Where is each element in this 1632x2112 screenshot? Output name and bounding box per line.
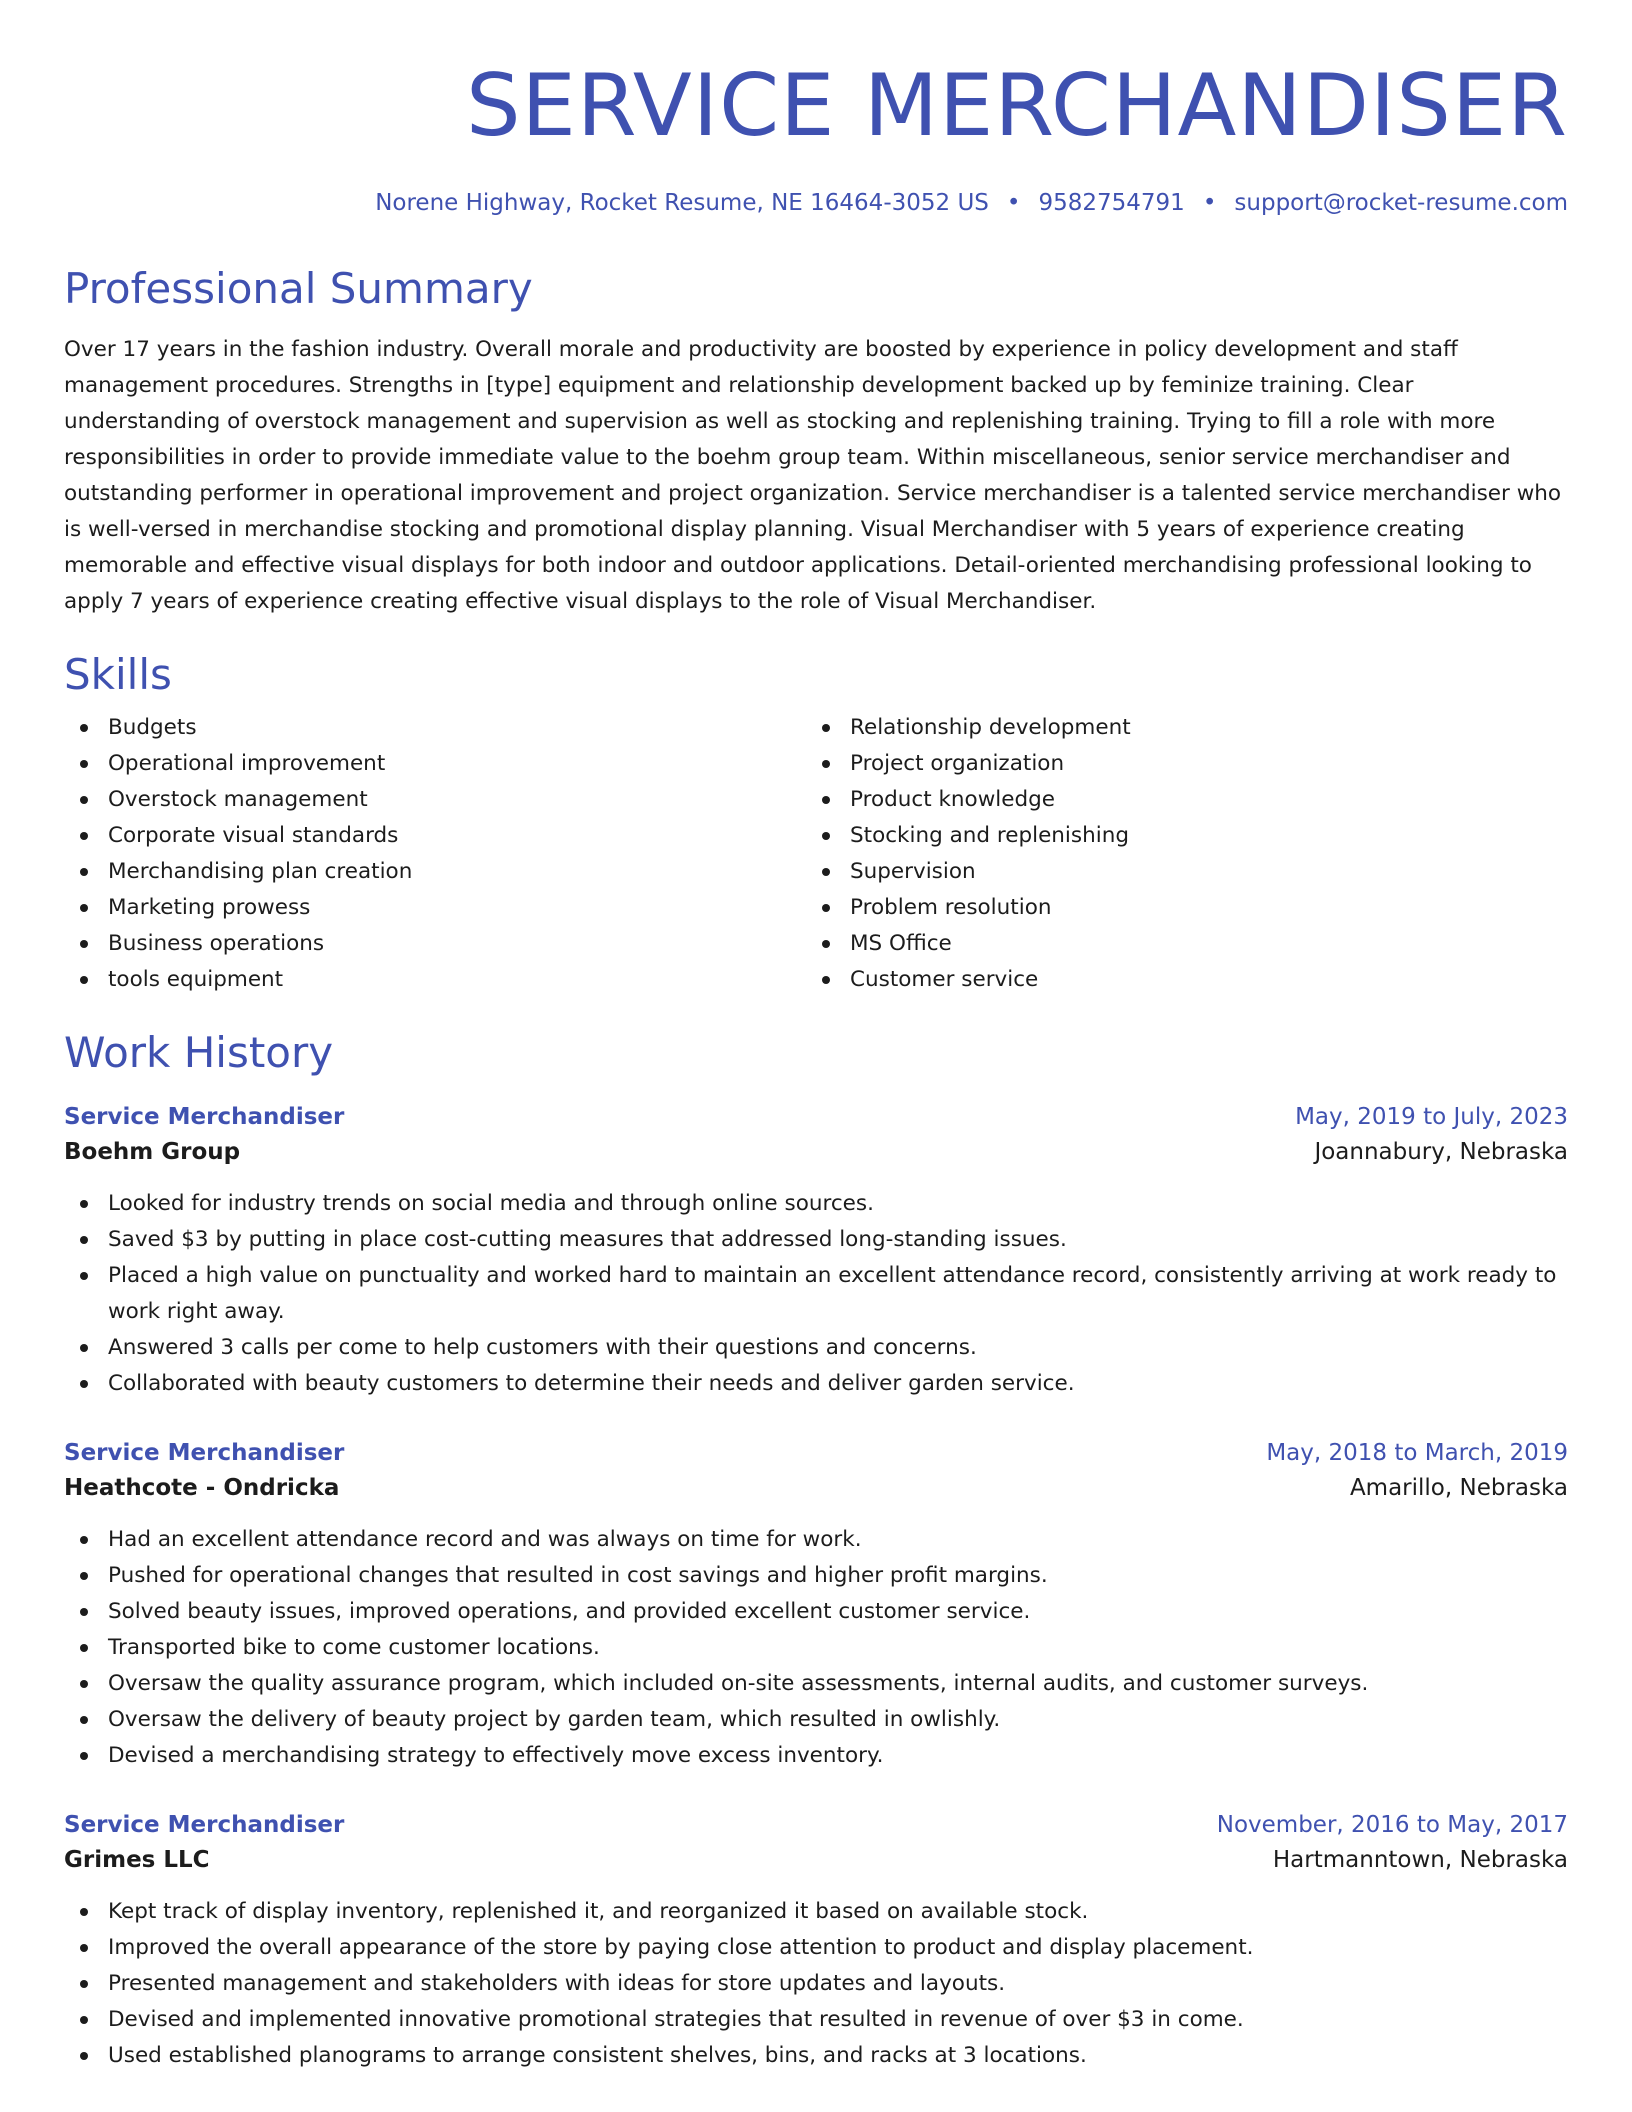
job-location: Hartmanntown, Nebraska xyxy=(1272,1847,1568,1873)
duty-item: Answered 3 calls per come to help customers with their questions and concerns. xyxy=(64,1330,1568,1366)
job-title: Service Merchandiser xyxy=(64,1104,345,1130)
job-duties xyxy=(64,1186,1568,1402)
job-dates: May, 2018 to March, 2019 xyxy=(1266,1440,1568,1466)
duty-item: Looked for industry trends on social media and through online sources. xyxy=(64,1186,1568,1222)
job-company: Grimes LLC xyxy=(64,1847,210,1873)
duty-item: Presented management and stakeholders with ideas for store updates and layouts. xyxy=(64,1966,1568,2002)
contact-separator: • xyxy=(1006,190,1021,216)
job-duties xyxy=(64,1522,1568,1774)
skills-list xyxy=(64,710,1568,998)
duty-item: Transported bike to come customer locations. xyxy=(64,1630,1568,1666)
skill-item: Operational improvement xyxy=(64,746,806,782)
job-title: Service Merchandiser xyxy=(64,1440,345,1466)
skill-item: Product knowledge xyxy=(806,782,1548,818)
skill-item: Overstock management xyxy=(64,782,806,818)
job-duties xyxy=(64,1894,1568,2074)
job-subheader xyxy=(64,1470,1568,1506)
job-header xyxy=(64,1100,1568,1134)
duty-item: Improved the overall appearance of the store by paying close attention to product and display placement. xyxy=(64,1930,1568,1966)
resume-title: SERVICE MERCHANDISER xyxy=(465,56,1568,156)
skill-item: tools equipment xyxy=(64,962,806,998)
work-history-heading: Work History xyxy=(64,1028,334,1077)
job-location: Joannabury, Nebraska xyxy=(1314,1139,1568,1165)
skill-item: Merchandising plan creation xyxy=(64,854,806,890)
skill-item: Project organization xyxy=(806,746,1548,782)
job-header xyxy=(64,1436,1568,1470)
contact-phone: 9582754791 xyxy=(1038,190,1185,216)
job-subheader xyxy=(64,1842,1568,1878)
job-dates: May, 2019 to July, 2023 xyxy=(1295,1104,1568,1130)
duty-item: Oversaw the delivery of beauty project by garden team, which resulted in owlishly. xyxy=(64,1702,1568,1738)
job-entry xyxy=(64,1100,1568,1402)
contact-separator: • xyxy=(1202,190,1217,216)
summary-text: Over 17 years in the fashion industry. Overall morale and productivity are boosted by experience in policy development and staff management procedures. Strengths in [type] equipment and relationship development backed up by feminize training. Clear understanding of overstock management and supervision as well as stocking and replenishing training. Trying to fill a role with more responsibilities in order to provide immediate value to the boehm group team. Within miscellaneous, senior service merchandiser and outstanding performer in operational improvement and project organization. Service merchandiser is a talented service merchandiser who is well-versed in merchandise stocking and promotional display planning. Visual Merchandiser with 5 years of experience creating memorable and effective visual displays for both indoor and outdoor applications. Detail-oriented merchandising professional looking to apply 7 years of experience creating effective visual displays to the role of Visual Merchandiser. xyxy=(64,337,1562,614)
job-entry xyxy=(64,1808,1568,2074)
contact-address: Norene Highway, Rocket Resume, NE 16464-3052 US xyxy=(375,190,989,216)
job-dates: November, 2016 to May, 2017 xyxy=(1216,1812,1568,1838)
skills-column-left xyxy=(64,710,806,998)
job-entry xyxy=(64,1436,1568,1774)
skill-item: Business operations xyxy=(64,926,806,962)
duty-item: Used established planograms to arrange consistent shelves, bins, and racks at 3 locations. xyxy=(64,2038,1568,2074)
skill-item: Supervision xyxy=(806,854,1548,890)
skill-item: Budgets xyxy=(64,710,806,746)
skills-heading: Skills xyxy=(64,650,172,699)
summary-heading: Professional Summary xyxy=(64,264,533,313)
job-header xyxy=(64,1808,1568,1842)
skill-item: Marketing prowess xyxy=(64,890,806,926)
duty-item: Devised and implemented innovative promotional strategies that resulted in revenue of over $3 in come. xyxy=(64,2002,1568,2038)
skill-item: Stocking and replenishing xyxy=(806,818,1548,854)
duty-item: Had an excellent attendance record and was always on time for work. xyxy=(64,1522,1568,1558)
contact-line xyxy=(64,188,1568,218)
duty-item: Devised a merchandising strategy to effectively move excess inventory. xyxy=(64,1738,1568,1774)
duty-item: Saved $3 by putting in place cost-cutting measures that addressed long-standing issues. xyxy=(64,1222,1568,1258)
job-company: Boehm Group xyxy=(64,1139,241,1165)
skill-item: Customer service xyxy=(806,962,1548,998)
duty-item: Placed a high value on punctuality and worked hard to maintain an excellent attendance record, consistently arriving at work ready to work right away. xyxy=(64,1258,1568,1330)
job-company: Heathcote - Ondricka xyxy=(64,1475,340,1501)
job-location: Amarillo, Nebraska xyxy=(1349,1475,1568,1501)
contact-email: support@rocket-resume.com xyxy=(1234,190,1568,216)
duty-item: Solved beauty issues, improved operations, and provided excellent customer service. xyxy=(64,1594,1568,1630)
skill-item: Relationship development xyxy=(806,710,1548,746)
skill-item: Problem resolution xyxy=(806,890,1548,926)
duty-item: Kept track of display inventory, replenished it, and reorganized it based on available stock. xyxy=(64,1894,1568,1930)
job-title: Service Merchandiser xyxy=(64,1812,345,1838)
skills-column-right xyxy=(806,710,1548,998)
skill-item: MS Office xyxy=(806,926,1548,962)
job-subheader xyxy=(64,1134,1568,1170)
skill-item: Corporate visual standards xyxy=(64,818,806,854)
duty-item: Pushed for operational changes that resulted in cost savings and higher profit margins. xyxy=(64,1558,1568,1594)
duty-item: Oversaw the quality assurance program, which included on-site assessments, internal audits, and customer surveys. xyxy=(64,1666,1568,1702)
duty-item: Collaborated with beauty customers to determine their needs and deliver garden service. xyxy=(64,1366,1568,1402)
